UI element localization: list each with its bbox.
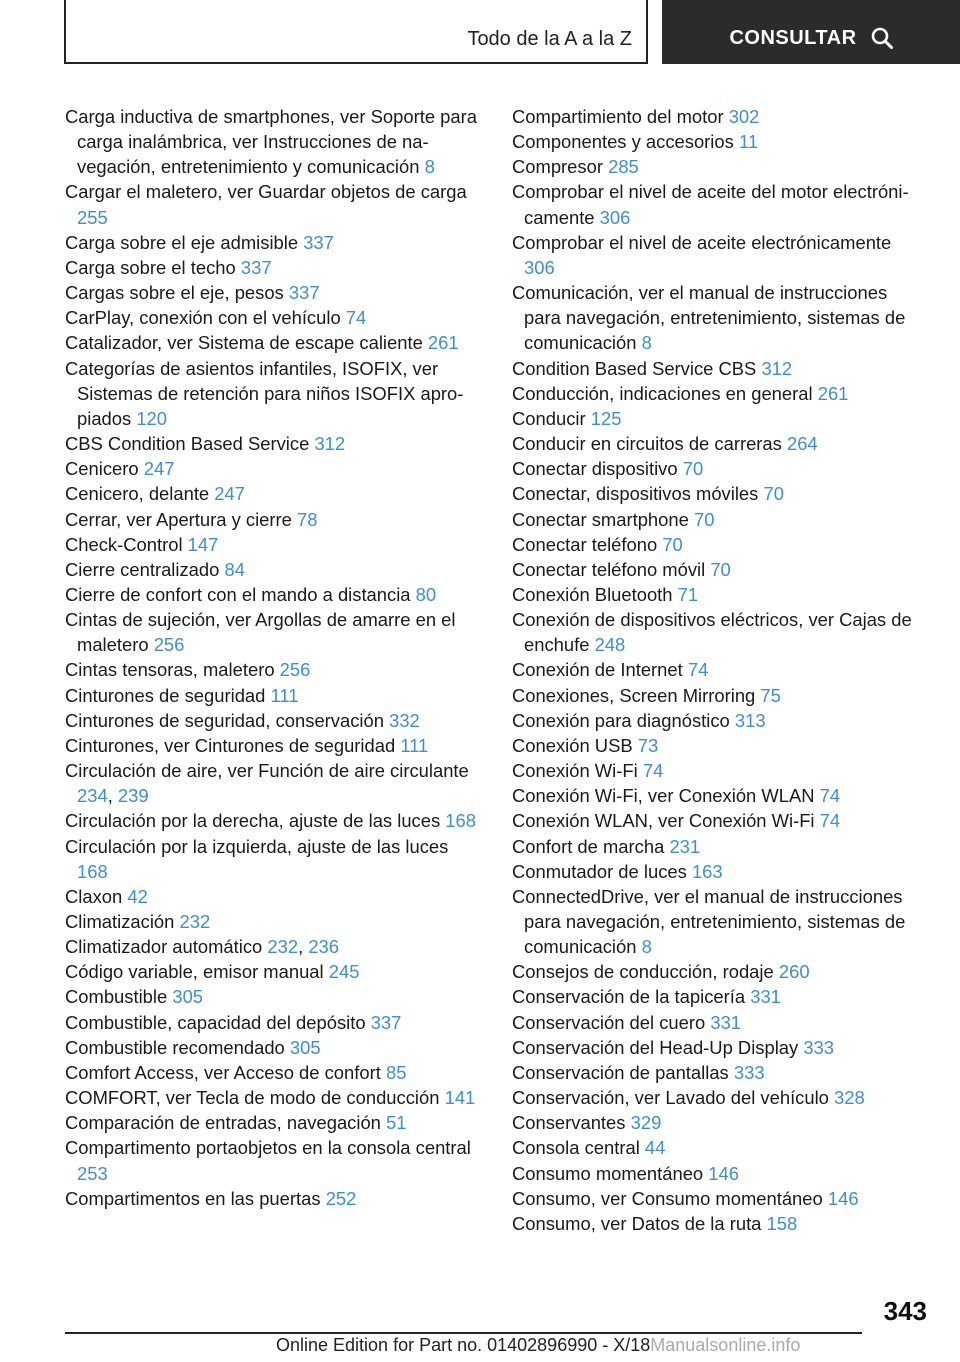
index-entry bbox=[512, 154, 927, 179]
index-entry-text: Circulación de aire, ver Función de aire circulante bbox=[65, 760, 469, 782]
index-entry bbox=[512, 984, 927, 1009]
index-tab-label: Todo de la A a la Z bbox=[467, 27, 632, 50]
page-link[interactable]: 261 bbox=[427, 332, 459, 354]
consult-button[interactable] bbox=[662, 0, 960, 64]
index-entry-text: Comunicación, ver el manual de instrucciones para navegación, entretenimiento, sistemas de comunicación bbox=[512, 282, 906, 354]
page-link[interactable]: 125 bbox=[590, 407, 622, 429]
index-entry-text: Cargas sobre el eje, pesos bbox=[65, 282, 284, 304]
index-entry-text: Conexión de Internet bbox=[512, 659, 683, 681]
page-link[interactable]: 147 bbox=[187, 533, 219, 555]
page-link[interactable]: 8 bbox=[424, 156, 435, 178]
index-entry bbox=[512, 179, 927, 229]
page-link[interactable]: 337 bbox=[303, 231, 334, 253]
index-entry bbox=[65, 179, 477, 229]
index-entry-text: Conexión para diagnóstico bbox=[512, 709, 730, 731]
index-entry-text: Conducción, indicaciones en general bbox=[512, 382, 813, 404]
index-entry bbox=[512, 1161, 927, 1186]
page-link[interactable]: 70 bbox=[693, 508, 715, 530]
index-entry-text: Consola central bbox=[512, 1137, 640, 1159]
page-link[interactable]: 168 bbox=[77, 860, 108, 882]
index-entry bbox=[65, 984, 477, 1009]
page-link[interactable]: 75 bbox=[760, 684, 781, 706]
index-entry bbox=[65, 104, 477, 179]
index-entry bbox=[65, 884, 477, 909]
index-entry: Climatizador automático 232, 236 bbox=[65, 936, 340, 958]
index-entry-text: Climatizador automático bbox=[65, 936, 263, 958]
index-entry bbox=[65, 1135, 477, 1185]
page-link[interactable]: 146 bbox=[708, 1162, 739, 1184]
index-entry bbox=[65, 431, 477, 456]
page-link[interactable]: 74 bbox=[642, 760, 664, 782]
index-entry-text: Cinturones, ver Cinturones de seguridad bbox=[65, 734, 396, 756]
page-link[interactable]: 305 bbox=[289, 1036, 321, 1058]
index-entry-text: Condition Based Service CBS bbox=[512, 357, 757, 379]
index-entry bbox=[65, 708, 477, 733]
index-entry bbox=[65, 909, 477, 934]
consult-label: CONSULTAR bbox=[729, 26, 857, 49]
index-entry-text: Conexión de dispositivos eléctricos, ver Cajas de enchufe bbox=[512, 609, 912, 656]
index-entry bbox=[512, 1211, 927, 1236]
index-entry bbox=[65, 1110, 477, 1135]
index-entry bbox=[512, 708, 927, 733]
index-entry: Circulación de aire, ver Función de aire circulante 234, 239 bbox=[65, 760, 469, 807]
index-entry bbox=[512, 582, 927, 607]
index-entry-text: Climatización bbox=[65, 911, 175, 932]
page-link[interactable]: 71 bbox=[677, 583, 699, 605]
index-entry-text: Cinturones de seguridad, conservación bbox=[65, 709, 384, 731]
index-entry bbox=[65, 657, 477, 682]
index-entry-text: Circulación por la derecha, ajuste de las luces bbox=[65, 810, 441, 832]
index-entry-text: Conexión USB bbox=[512, 734, 633, 756]
index-entry bbox=[512, 607, 927, 657]
index-entry-text: Circulación por la izquierda, ajuste de las luces bbox=[65, 835, 449, 857]
page-link[interactable]: 74 bbox=[819, 810, 841, 832]
index-entry-text: Conectar dispositivo bbox=[512, 458, 678, 480]
index-entry-text: Claxon bbox=[65, 885, 123, 907]
index-entry-text: CarPlay, conexión con el vehículo bbox=[65, 307, 341, 329]
index-entry bbox=[65, 280, 477, 305]
page-link[interactable]: 331 bbox=[710, 1011, 742, 1033]
index-entry bbox=[512, 683, 927, 708]
index-entry bbox=[512, 1110, 927, 1135]
index-entry-text: Consejos de conducción, rodaje bbox=[512, 961, 774, 983]
index-entry-text: Conservación, ver Lavado del vehículo bbox=[512, 1087, 829, 1109]
footer bbox=[276, 1335, 800, 1356]
page-link[interactable]: 312 bbox=[314, 433, 346, 455]
index-entry-text: Conectar, dispositivos móviles bbox=[512, 483, 759, 505]
index-entry-text: Código variable, emisor manual bbox=[65, 961, 324, 983]
index-entry-text: Conservación de pantallas bbox=[512, 1061, 729, 1083]
page-link[interactable]: 260 bbox=[778, 961, 810, 983]
index-entry bbox=[512, 1010, 927, 1035]
index-entry bbox=[65, 1035, 477, 1060]
index-entry-text: Comfort Access, ver Acceso de confort bbox=[65, 1061, 381, 1083]
index-entry bbox=[65, 834, 477, 884]
index-entry bbox=[512, 456, 927, 481]
page-link[interactable]: 333 bbox=[803, 1036, 835, 1058]
index-entry-text: Compartimiento del motor bbox=[512, 106, 724, 127]
index-entry-text: Consumo, ver Datos de la ruta bbox=[512, 1212, 762, 1234]
footer-edition: Online Edition for Part no. 01402896990 - X/18 bbox=[276, 1335, 651, 1355]
page-link[interactable]: 70 bbox=[763, 483, 784, 505]
index-entry bbox=[65, 230, 477, 255]
page-link[interactable]: 232 bbox=[267, 936, 299, 958]
index-entry bbox=[65, 1085, 477, 1110]
index-entry-text: Cargar el maletero, ver Guardar objetos de carga bbox=[65, 181, 467, 203]
page-link[interactable]: 337 bbox=[288, 282, 320, 304]
page-link[interactable]: 158 bbox=[766, 1212, 798, 1234]
index-entry-text: Carga sobre el techo bbox=[65, 256, 236, 278]
page-link[interactable]: 337 bbox=[370, 1011, 402, 1033]
index-entry bbox=[65, 808, 477, 833]
index-entry-text: Conducir bbox=[512, 407, 586, 429]
index-entry bbox=[65, 1010, 477, 1035]
index-entry-text: Conservación del cuero bbox=[512, 1011, 706, 1033]
index-entry-text: ConnectedDrive, ver el manual de instrucciones para navegación, entretenimiento, sistemas de comunicación bbox=[512, 885, 906, 958]
index-entry bbox=[65, 507, 477, 532]
index-entry-text: Cintas de sujeción, ver Argollas de amarre en el maletero bbox=[65, 609, 456, 656]
index-entry bbox=[512, 129, 927, 154]
page-link[interactable]: 141 bbox=[444, 1087, 476, 1109]
page-link[interactable]: 11 bbox=[738, 131, 759, 153]
page-link[interactable]: 248 bbox=[594, 634, 626, 656]
index-entry-text: Check-Control bbox=[65, 533, 183, 555]
index-entry bbox=[65, 532, 477, 557]
index-entry-text: Conexiones, Screen Mirroring bbox=[512, 684, 756, 706]
page-link[interactable]: 8 bbox=[641, 936, 652, 958]
index-tab[interactable] bbox=[64, 0, 648, 64]
index-entry bbox=[512, 733, 927, 758]
index-entry bbox=[512, 1035, 927, 1060]
page-link[interactable]: 245 bbox=[328, 961, 360, 983]
index-entry-text: Conexión Bluetooth bbox=[512, 583, 673, 605]
index-entry-text: Conservantes bbox=[512, 1112, 626, 1134]
page-link[interactable]: 8 bbox=[641, 332, 652, 354]
page-link[interactable]: 328 bbox=[834, 1087, 865, 1109]
page-link[interactable]: 51 bbox=[386, 1112, 407, 1134]
footer-divider bbox=[65, 1332, 862, 1334]
index-entry bbox=[512, 280, 927, 355]
page-link[interactable]: 74 bbox=[819, 785, 841, 807]
index-entry-text: Confort de marcha bbox=[512, 835, 665, 857]
index-entry bbox=[65, 1060, 477, 1085]
page-link[interactable]: 306 bbox=[524, 256, 555, 278]
index-entry bbox=[512, 884, 927, 959]
index-entry bbox=[65, 456, 477, 481]
index-entry-text: Consumo, ver Consumo momentáneo bbox=[512, 1187, 823, 1209]
index-entry-text: Conservación de la tapicería bbox=[512, 986, 746, 1008]
index-entry-text: Cintas tensoras, maletero bbox=[65, 659, 275, 681]
page-link[interactable]: 231 bbox=[669, 835, 701, 857]
index-entry-text: Conmutador de luces bbox=[512, 860, 687, 882]
index-entry-text: Comprobar el nivel de aceite del motor electrónicamente bbox=[512, 181, 909, 228]
page-link[interactable]: 84 bbox=[224, 558, 245, 580]
page-link[interactable]: 236 bbox=[308, 936, 340, 958]
index-entry-text: Conectar teléfono móvil bbox=[512, 558, 706, 580]
page-link[interactable]: 305 bbox=[172, 986, 204, 1008]
index-entry-text: CBS Condition Based Service bbox=[65, 433, 310, 455]
page-link[interactable]: 256 bbox=[153, 634, 185, 656]
index-entry bbox=[65, 481, 477, 506]
page-link[interactable]: 111 bbox=[400, 734, 429, 756]
index-entry-text: Carga inductiva de smartphones, ver Soporte para carga inalámbrica, ver Instrucciones de navegación, entretenimiento y comunicación bbox=[65, 106, 477, 178]
page-link[interactable]: 74 bbox=[345, 307, 367, 329]
index-entry-text: Conectar smartphone bbox=[512, 508, 689, 530]
index-entry-text: Consumo momentáneo bbox=[512, 1162, 704, 1184]
page-link[interactable]: 74 bbox=[687, 659, 709, 681]
index-entry bbox=[65, 959, 477, 984]
index-entry-text: Cenicero, delante bbox=[65, 483, 210, 505]
index-entry bbox=[512, 1060, 927, 1085]
index-entry bbox=[512, 1186, 927, 1211]
page-link[interactable]: 253 bbox=[77, 1162, 108, 1184]
index-entry-text: Combustible recomendado bbox=[65, 1036, 285, 1058]
index-entry bbox=[65, 356, 477, 431]
page-link[interactable]: 261 bbox=[817, 382, 849, 404]
index-entry bbox=[512, 959, 927, 984]
index-entry bbox=[512, 356, 927, 381]
index-entry bbox=[512, 1135, 927, 1160]
index-entry-text: Compartimento portaobjetos en la consola central bbox=[65, 1137, 471, 1159]
index-entry-text: Combustible bbox=[65, 986, 168, 1008]
page-link[interactable]: 264 bbox=[786, 433, 818, 455]
index-entry-text: Cerrar, ver Apertura y cierre bbox=[65, 508, 292, 530]
index-entry bbox=[65, 557, 477, 582]
index-entry-text: Categorías de asientos infantiles, ISOFIX, ver Sistemas de retención para niños ISOFIX apropiados bbox=[65, 357, 464, 429]
index-entry-text: Combustible, capacidad del depósito bbox=[65, 1011, 366, 1033]
index-entry bbox=[512, 834, 927, 859]
index-entry bbox=[65, 305, 477, 330]
index-entry bbox=[65, 607, 477, 657]
page-link[interactable]: 332 bbox=[389, 709, 420, 731]
page-link[interactable]: 234 bbox=[77, 785, 108, 807]
index-entry bbox=[65, 733, 477, 758]
index-entry bbox=[512, 657, 927, 682]
page-link[interactable]: 168 bbox=[445, 810, 476, 832]
page-link[interactable]: 302 bbox=[728, 106, 760, 127]
page-link[interactable]: 337 bbox=[240, 256, 272, 278]
index-entry-text: Conectar teléfono bbox=[512, 533, 658, 555]
index-entry bbox=[65, 330, 477, 355]
index-entry bbox=[512, 758, 927, 783]
index-entry bbox=[512, 431, 927, 456]
index-entry bbox=[512, 406, 927, 431]
page-link[interactable]: 44 bbox=[644, 1137, 666, 1159]
index-entry bbox=[512, 104, 927, 129]
page-link[interactable]: 239 bbox=[117, 785, 149, 807]
page-link[interactable]: 329 bbox=[630, 1112, 662, 1134]
index-entry-text: COMFORT, ver Tecla de modo de conducción bbox=[65, 1087, 440, 1109]
index-entry bbox=[65, 582, 477, 607]
index-entry-text: Compartimentos en las puertas bbox=[65, 1187, 321, 1209]
index-entry bbox=[512, 557, 927, 582]
index-entry-text: Cenicero bbox=[65, 458, 139, 480]
index-entry-text: Cierre centralizado bbox=[65, 558, 220, 580]
page-link[interactable]: 73 bbox=[637, 734, 659, 756]
index-entry bbox=[512, 1085, 927, 1110]
page-link[interactable]: 306 bbox=[599, 206, 631, 228]
index-entry-text: Conexión WLAN, ver Conexión Wi-Fi bbox=[512, 810, 815, 832]
index-entry-text: Comparación de entradas, navegación bbox=[65, 1112, 381, 1134]
index-entry bbox=[512, 532, 927, 557]
index-entry-text: Catalizador, ver Sistema de escape caliente bbox=[65, 332, 423, 354]
page-link[interactable]: 85 bbox=[385, 1061, 407, 1083]
index-entry bbox=[512, 808, 927, 833]
index-column-left bbox=[65, 104, 477, 1211]
page-link[interactable]: 120 bbox=[136, 407, 168, 429]
index-column-right bbox=[512, 104, 927, 1236]
index-entry-text: Conducir en circuitos de carreras bbox=[512, 433, 782, 455]
index-entry-text: Cierre de confort con el mando a distancia bbox=[65, 583, 411, 605]
page-link[interactable]: 333 bbox=[733, 1061, 765, 1083]
index-entry-text: Carga sobre el eje admisible bbox=[65, 231, 299, 253]
index-entry-text: Compresor bbox=[512, 156, 603, 178]
page-link[interactable]: 42 bbox=[127, 885, 148, 907]
page-link[interactable]: 163 bbox=[691, 860, 723, 882]
index-entry bbox=[65, 255, 477, 280]
index-entry bbox=[65, 1186, 477, 1211]
index-entry bbox=[512, 481, 927, 506]
page-link[interactable]: 247 bbox=[214, 483, 245, 505]
search-icon bbox=[871, 27, 893, 49]
index-entry-text: Conexión Wi-Fi, ver Conexión WLAN bbox=[512, 785, 815, 807]
index-entry-text: Conexión Wi-Fi bbox=[512, 760, 638, 782]
page-link[interactable]: 285 bbox=[608, 156, 639, 178]
index-entry bbox=[512, 230, 927, 280]
page-link[interactable]: 70 bbox=[682, 458, 704, 480]
page-link[interactable]: 146 bbox=[827, 1187, 859, 1209]
page-link[interactable]: 256 bbox=[279, 659, 311, 681]
page-link[interactable]: 313 bbox=[734, 709, 766, 731]
index-entry bbox=[512, 381, 927, 406]
index-entry-text: Comprobar el nivel de aceite electrónicamente bbox=[512, 231, 892, 253]
page-link[interactable]: 255 bbox=[77, 206, 108, 228]
page-link[interactable]: 312 bbox=[761, 357, 793, 379]
index-entry bbox=[512, 507, 927, 532]
page-link[interactable]: 70 bbox=[710, 558, 731, 580]
page-number: 343 bbox=[883, 1296, 927, 1326]
page-link[interactable]: 331 bbox=[750, 986, 781, 1008]
page-link[interactable]: 252 bbox=[325, 1187, 357, 1209]
page-link[interactable]: 78 bbox=[297, 508, 318, 530]
page-link[interactable]: 70 bbox=[662, 533, 683, 555]
index-entry-text: Cinturones de seguridad bbox=[65, 684, 266, 706]
page-link[interactable]: 232 bbox=[179, 911, 211, 932]
index-entry-text: Componentes y accesorios bbox=[512, 131, 734, 153]
page-link[interactable]: 80 bbox=[415, 583, 437, 605]
index-entry-text: Conservación del Head-Up Display bbox=[512, 1036, 799, 1058]
index-entry bbox=[512, 783, 927, 808]
index-entry bbox=[512, 859, 927, 884]
index-entry bbox=[65, 683, 477, 708]
page-link[interactable]: 247 bbox=[143, 458, 175, 480]
footer-watermark: Manualsonline.info bbox=[650, 1335, 801, 1355]
page-link[interactable]: 111 bbox=[270, 684, 299, 706]
